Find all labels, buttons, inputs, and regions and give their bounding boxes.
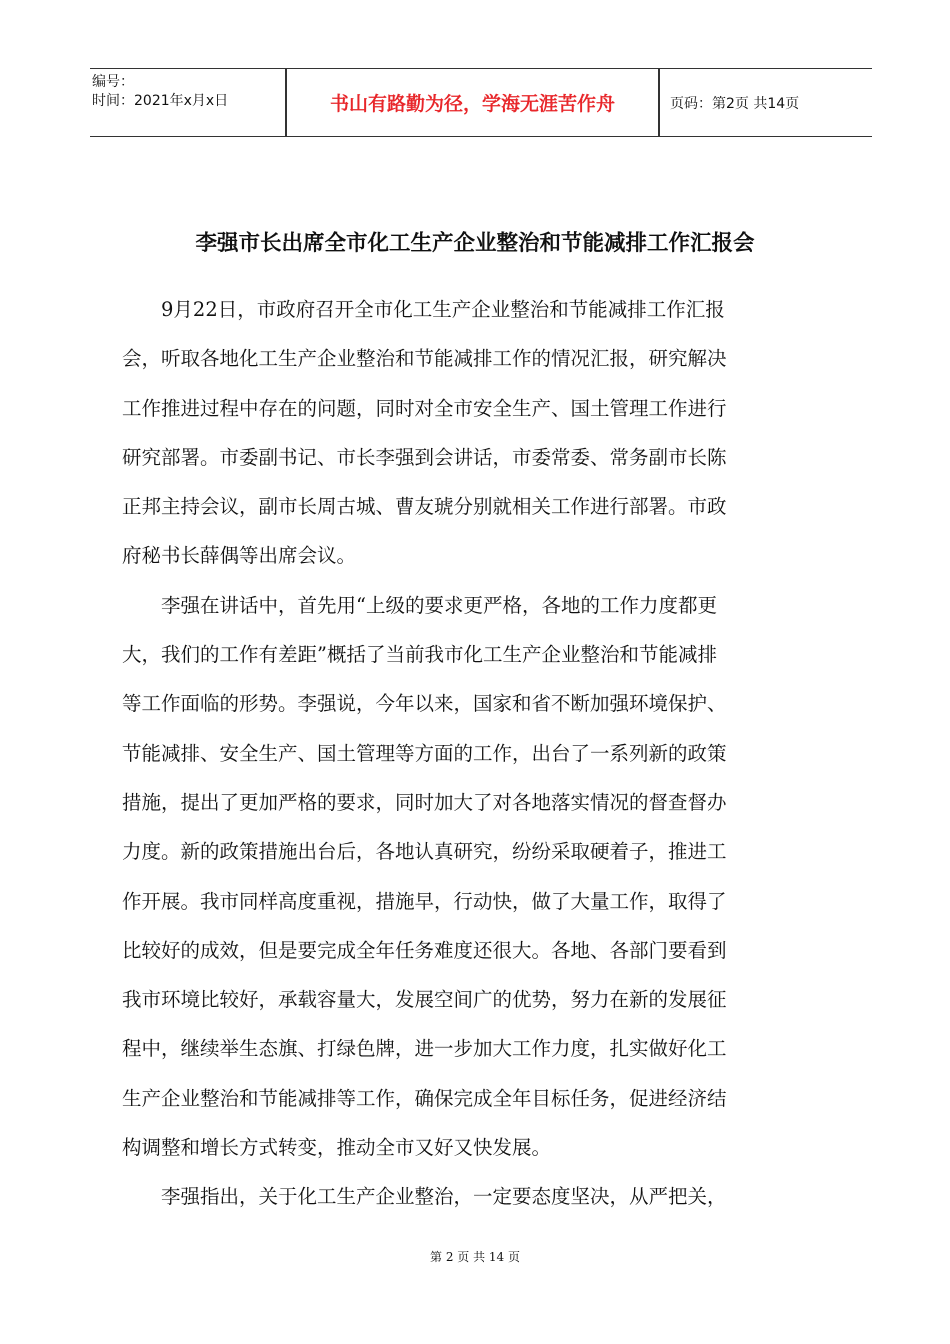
document-title: 李强市长出席全市化工生产企业整治和节能减排工作汇报会 bbox=[195, 231, 755, 256]
header-divider bbox=[658, 69, 660, 136]
header-page-info: 页码：第2页 共14页 bbox=[670, 95, 800, 112]
header-motto: 书山有路勤为径，学海无涯苦作舟 bbox=[329, 93, 615, 115]
time-label: 时间：2021年x月x日 bbox=[92, 93, 229, 109]
paragraph: 李强在讲话中，首先用“上级的要求更严格，各地的工作力度都更 大，我们的工作有差距”概括了当前我市化工生产企业整治和节能减排 等工作面临的形势。李强说，今年以来，国家和省不断加强环境保护、 节能减排、安全生产、国土管理等方面的工作，出台了一系列新的政策 措施，提出了更加严格的要求，同时加大了对各地落实情况的督查督办 力度。新的政策措施出台后，各地认真研究，纷纷采取硬着子，推进工 作开展。我市同样高度重视，措施早，行动快，做了大量工作，取得了 比较好的成效，但是要完成全年任务难度还很大。各地、各部门要看到 我市环境比较好，承载容量大，发展空间广的优势，努力在新的发展征 程中，继续举生态旗、打绿色牌，进一步加大工作力度，扎实做好化工 生产企业整治和节能减排等工作，确保完成全年目标任务，促进经济结 构调整和增长方式转变，推动全市又好又快发展。 bbox=[122, 593, 727, 1160]
header-meta bbox=[92, 73, 282, 111]
header-table bbox=[90, 68, 872, 137]
paragraph: 李强指出，关于化工生产企业整治，一定要态度坚决，从严把关， bbox=[161, 1185, 727, 1209]
number-label: 编号： bbox=[92, 74, 134, 90]
page-footer: 第 2 页 共 14 页 bbox=[430, 1250, 520, 1264]
document-body bbox=[122, 285, 836, 1222]
paragraph: 9月22日，市政府召开全市化工生产企业整治和节能减排工作汇报 会，听取各地化工生产企业整治和节能减排工作的情况汇报，研究解决 工作推进过程中存在的问题，同时对全市安全生产、国土管理工作进行 研究部署。市委副书记、市长李强到会讲话，市委常委、常务副市长陈 正邦主持会议，副市长周古城、曹友琥分别就相关工作进行部署。市政 府秘书长薛偶等出席会议。 bbox=[122, 298, 727, 568]
